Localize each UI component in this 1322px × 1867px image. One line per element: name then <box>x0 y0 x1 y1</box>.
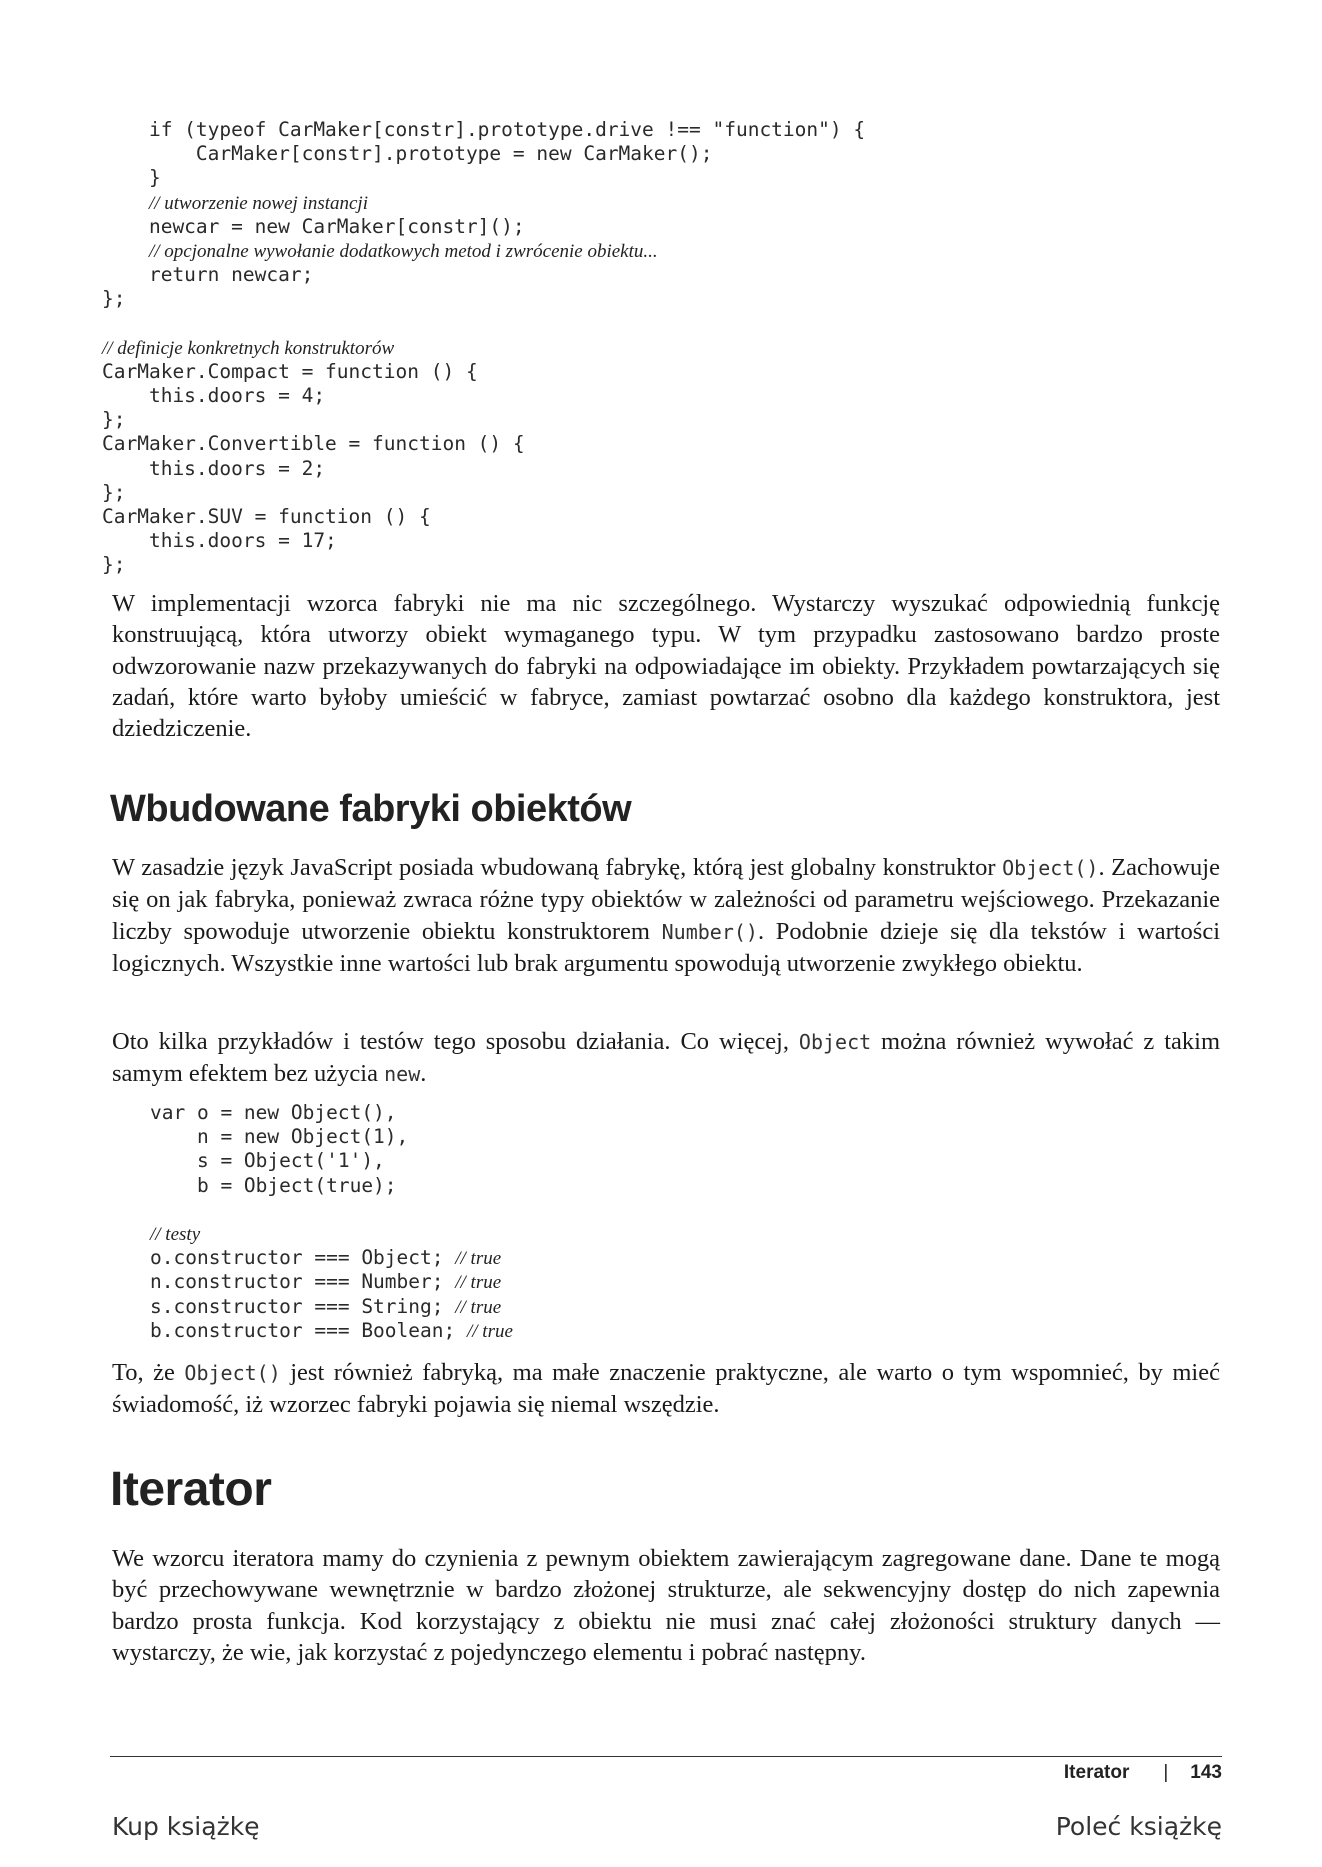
code-text: s.constructor === String; <box>150 1294 456 1318</box>
code-line: this.doors = 17; <box>102 529 337 553</box>
text: jest również fabryką, ma małe znaczenie praktyczne, ale warto o tym wspomnieć, by mieć świadomość, iż wzorzec fabryki pojawia się niemal wszędzie. <box>112 1359 1220 1419</box>
code-text: b.constructor === Boolean; <box>150 1318 467 1342</box>
inline-code: new <box>384 1062 421 1087</box>
text: W zasadzie język JavaScript posiada wbudowaną fabrykę, którą jest globalny konstruktor <box>112 854 1003 881</box>
code-line <box>150 1101 513 1125</box>
inline-code: Object() <box>1002 856 1099 880</box>
code-line <box>150 1270 513 1294</box>
code-line <box>102 312 865 336</box>
code-line: }; <box>102 553 126 577</box>
paragraph-builtin-factory <box>112 852 1220 979</box>
code-text: s = Object('1'), <box>150 1149 385 1173</box>
paragraph-iterator-intro: We wzorcu iteratora mamy do czynienia z pewnym obiektem zawierającym zagregowane dane. Dane te mogą być przechowywane wewnętrznie w bardzo złożonej strukturze, ale sekwencyjny dostęp do nich zapewnia bardzo prosta funkcja. Kod korzystający z obiektu nie musi znać całej złożoności struktury danych — wystarczy, że wie, jak korzystać z pojedynczego elementu i pobrać następny. <box>112 1545 1220 1666</box>
code-line: newcar = new CarMaker[constr](); <box>102 214 525 238</box>
code-comment-line: // utworzenie nowej instancji <box>148 192 368 214</box>
code-text: n = new Object(1), <box>150 1125 409 1149</box>
code-line <box>150 1246 513 1270</box>
code-line: this.doors = 2; <box>102 456 326 480</box>
code-comment: // testy <box>150 1223 201 1245</box>
paragraph-factory-implementation: W implementacji wzorca fabryki nie ma nic szczególnego. Wystarczy wyszukać odpowiednią funkcję konstruującą, która utworzy obiekt wymaganego typu. W tym przypadku zastosowano bardzo proste odwzorowanie nazw przekazywanych do fabryki na odpowiadające im obiekty. Przykładem powtarzających się zadań, które warto byłoby umieścić w fabryce, zamiast powtarzać osobno dla każdego konstruktora, jest dziedziczenie. <box>112 590 1220 743</box>
recommend-book-link[interactable]: Poleć książkę <box>1055 1812 1222 1841</box>
code-block-object-tests <box>150 1101 513 1343</box>
code-comment: // true <box>455 1296 502 1318</box>
code-comment: // true <box>455 1272 502 1294</box>
code-comment: // true <box>455 1248 502 1270</box>
code-line <box>150 1295 513 1319</box>
inline-code: Object <box>798 1030 872 1054</box>
code-text: b = Object(true); <box>150 1173 397 1197</box>
code-comment-line: // opcjonalne wywołanie dodatkowych metod i zwrócenie obiektu... <box>148 240 658 262</box>
code-line: }; <box>102 480 126 504</box>
code-comment-line: // definicje konkretnych konstruktorów <box>102 337 395 359</box>
buy-book-link[interactable]: Kup książkę <box>112 1812 260 1841</box>
text: . Podobnie dzieje się dla tekstów i wartości logicznych. Wszystkie inne wartości lub brak argumentu spowodują utworzenie zwykłego obiektu. <box>112 917 1221 977</box>
code-line <box>150 1174 513 1198</box>
code-line <box>150 1198 513 1222</box>
code-line: CarMaker[constr].prototype = new CarMaker(); <box>102 142 713 166</box>
code-line: CarMaker.Compact = function () { <box>102 359 478 383</box>
footer-separator: | <box>1163 1762 1169 1783</box>
chapter-heading-iterator: Iterator <box>110 1463 272 1516</box>
page-number: 143 <box>1190 1762 1222 1783</box>
code-line: CarMaker.Convertible = function () { <box>102 432 525 456</box>
inline-code: Object() <box>184 1361 281 1385</box>
code-line: }; <box>102 287 126 311</box>
footer-divider <box>110 1756 1222 1757</box>
code-line <box>150 1149 513 1173</box>
paragraph-examples-intro <box>112 1026 1220 1091</box>
code-comment: // true <box>466 1320 513 1342</box>
code-line: } <box>102 166 161 190</box>
paragraph-object-factory-note <box>112 1357 1220 1421</box>
code-text: var o = new Object(), <box>150 1101 397 1124</box>
code-line <box>150 1125 513 1149</box>
code-block-factory <box>102 118 865 578</box>
code-line: }; <box>102 408 126 432</box>
code-line: if (typeof CarMaker[constr].prototype.drive !== "function") { <box>102 118 866 141</box>
code-line <box>150 1222 513 1246</box>
code-line: CarMaker.SUV = function () { <box>102 505 431 528</box>
code-line: return newcar; <box>102 263 314 287</box>
text: . <box>420 1060 427 1088</box>
text: To, że <box>112 1359 185 1386</box>
code-line: this.doors = 4; <box>102 384 326 408</box>
section-heading-builtin-factories: Wbudowane fabryki obiektów <box>110 788 632 830</box>
inline-code: Number() <box>661 919 758 944</box>
code-text: o.constructor === Object; <box>150 1246 456 1270</box>
text: Oto kilka przykładów i testów tego sposobu działania. Co więcej, <box>112 1028 799 1055</box>
code-text: n.constructor === Number; <box>150 1270 456 1294</box>
running-footer <box>1064 1762 1222 1784</box>
code-line <box>150 1319 513 1343</box>
text: można również wywołać z takim samym efektem bez użycia <box>112 1028 1221 1088</box>
footer-section-title: Iterator <box>1063 1762 1130 1783</box>
text: . Zachowuje się on jak fabryka, ponieważ zwraca różne typy obiektów w zależności od parametru wejściowego. Przekazanie liczby spowoduje utworzenie obiektu konstruktorem <box>112 854 1220 945</box>
